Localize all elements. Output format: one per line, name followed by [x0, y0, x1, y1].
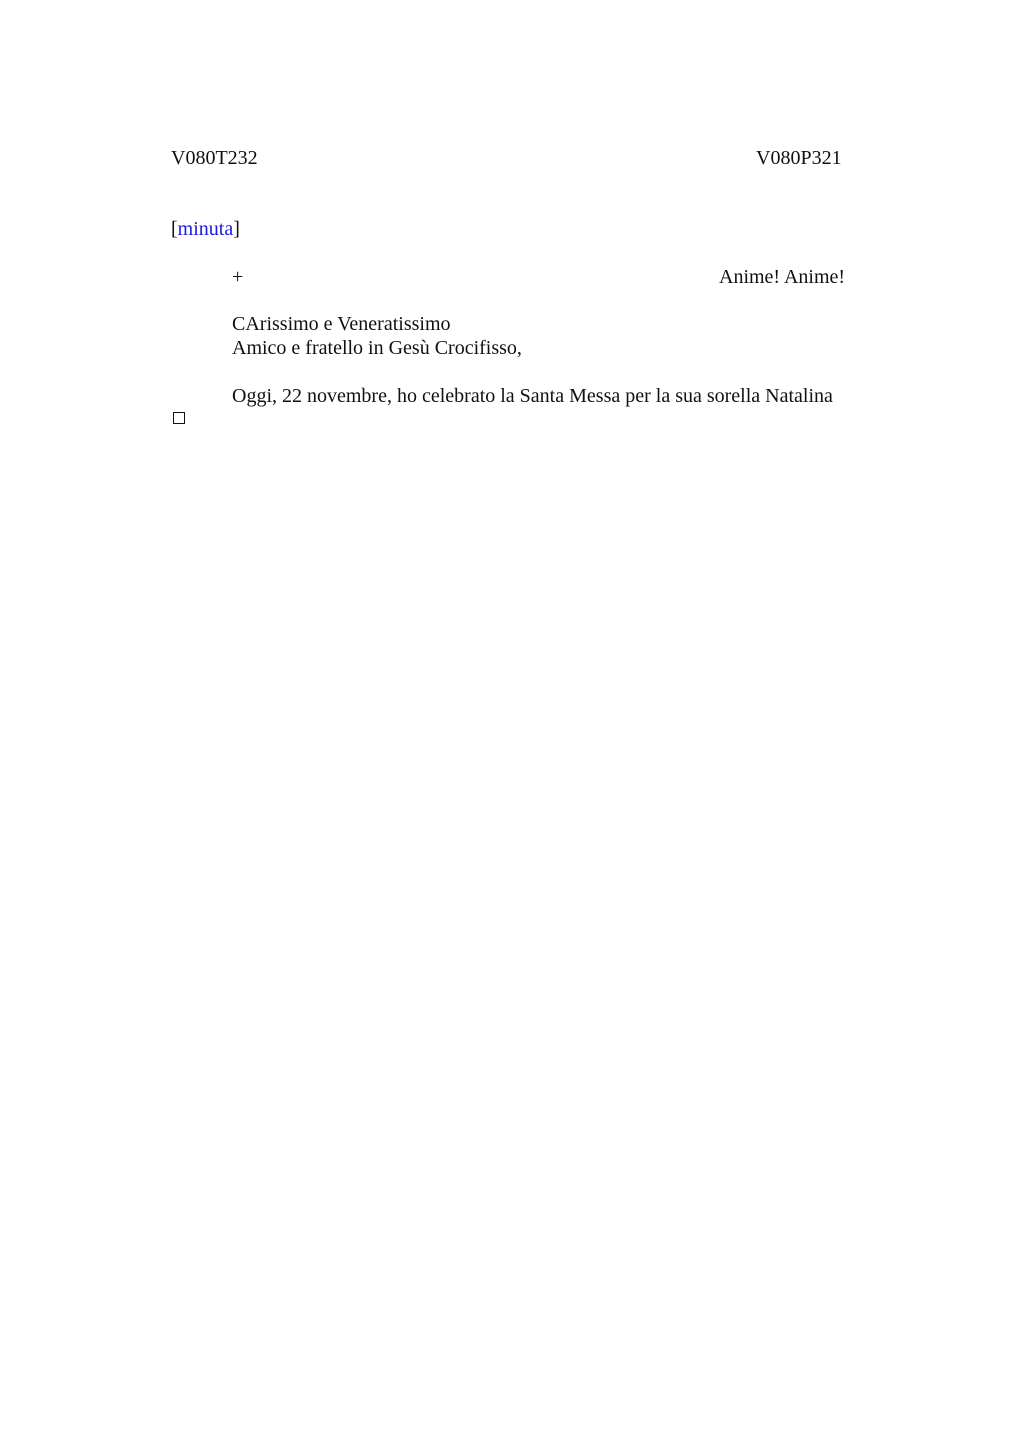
cross-symbol: + — [232, 266, 244, 288]
motto: Anime! Anime! — [719, 266, 846, 288]
open-bracket: [ — [171, 218, 178, 240]
margin-checkbox[interactable] — [173, 412, 185, 424]
minuta-link[interactable]: minuta — [177, 218, 234, 240]
close-bracket: ] — [233, 218, 240, 240]
salutation — [232, 312, 522, 360]
body-paragraph: Oggi, 22 novembre, ho celebrato la Santa Messa per la sua sorella Natalina — [232, 385, 833, 407]
salutation-line-2: Amico e fratello in Gesù Crocifisso, — [232, 337, 522, 359]
document-code-left: V080T232 — [171, 147, 258, 169]
minuta-note — [171, 217, 240, 241]
salutation-line-1: CArissimo e Veneratissimo — [232, 313, 451, 335]
document-code-right: V080P321 — [756, 147, 842, 169]
